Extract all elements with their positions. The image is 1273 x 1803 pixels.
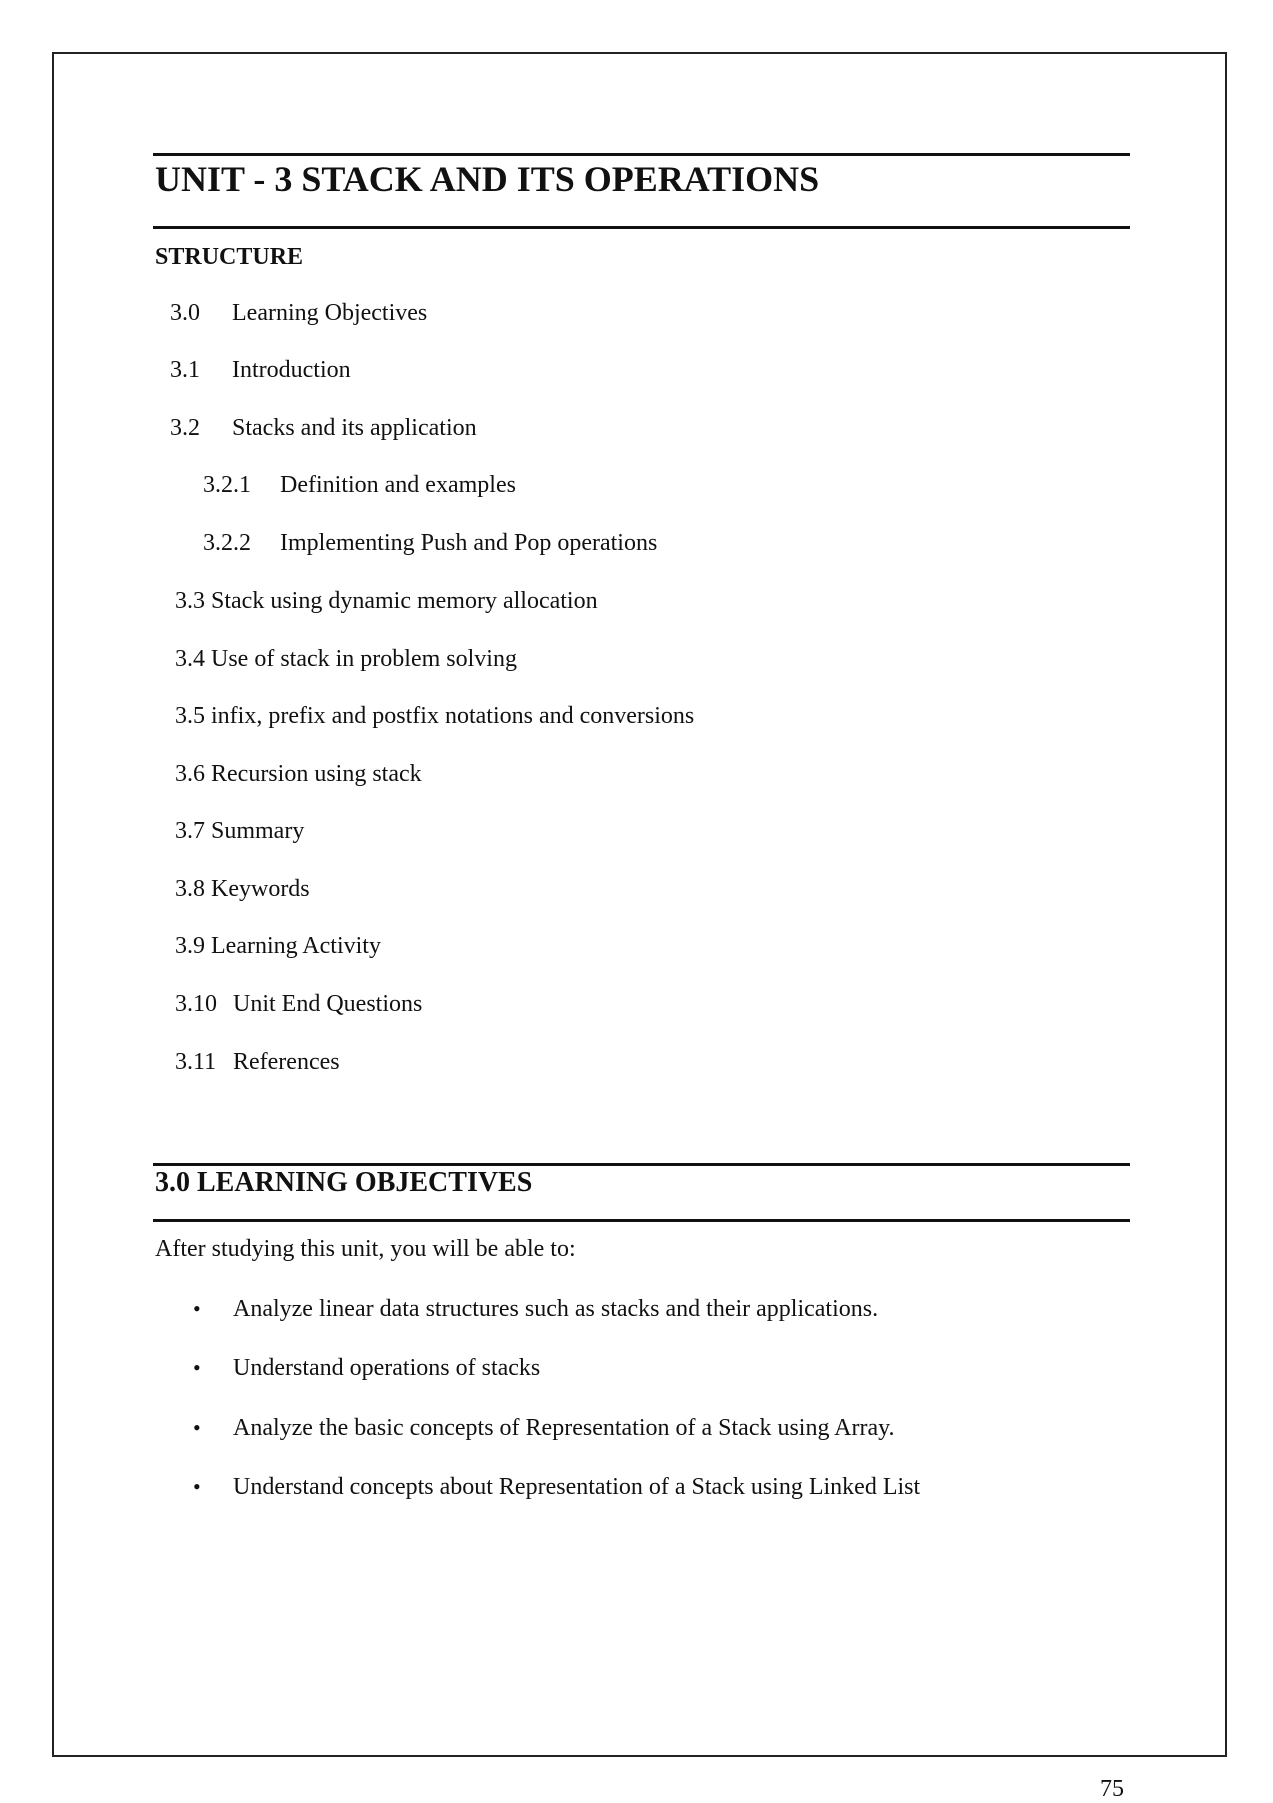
toc-label: Keywords	[211, 876, 310, 902]
toc-item-3-9	[175, 933, 381, 960]
toc-number: 3.2.1	[203, 472, 251, 498]
title-top-rule	[153, 153, 1130, 156]
toc-item-3-11	[175, 1049, 340, 1076]
toc-number: 3.9	[175, 933, 205, 959]
list-item	[193, 1296, 878, 1323]
toc-number: 3.2.2	[203, 530, 251, 556]
toc-number: 3.2	[170, 415, 200, 441]
objectives-intro: After studying this unit, you will be able to:	[155, 1236, 576, 1262]
toc-number: 3.6	[175, 761, 205, 787]
bullet-icon: •	[193, 1355, 201, 1380]
toc-item-3-2-1	[203, 472, 516, 499]
toc-number: 3.10	[175, 991, 217, 1017]
toc-label: Unit End Questions	[233, 991, 423, 1017]
toc-number: 3.11	[175, 1049, 217, 1075]
toc-item-3-0	[170, 300, 427, 327]
toc-label: Use of stack in problem solving	[211, 646, 517, 672]
toc-item-3-10	[175, 991, 422, 1018]
toc-label: Stack using dynamic memory allocation	[211, 588, 598, 614]
toc-item-3-8	[175, 876, 310, 903]
toc-number: 3.8	[175, 876, 205, 902]
page-number: 75	[1100, 1776, 1124, 1802]
toc-item-3-2-2	[203, 530, 657, 557]
toc-number: 3.7	[175, 818, 205, 844]
list-item	[193, 1415, 895, 1442]
toc-number: 3.0	[170, 300, 200, 326]
toc-label: Recursion using stack	[211, 761, 422, 787]
toc-label: Summary	[211, 818, 305, 844]
toc-item-3-7	[175, 818, 304, 845]
objectives-top-rule	[153, 1163, 1130, 1166]
toc-item-3-1	[170, 357, 351, 384]
learning-objectives-heading: 3.0 LEARNING OBJECTIVES	[155, 1167, 533, 1198]
toc-number: 3.1	[170, 357, 200, 383]
bullet-icon: •	[193, 1296, 201, 1321]
toc-label: Learning Activity	[211, 933, 381, 959]
objectives-bottom-rule	[153, 1219, 1130, 1222]
title-bottom-rule	[153, 226, 1130, 229]
toc-label: Implementing Push and Pop operations	[280, 530, 658, 556]
toc-item-3-6	[175, 761, 422, 788]
objective-text: Understand concepts about Representation of a Stack using Linked List	[233, 1474, 921, 1500]
unit-title: UNIT - 3 STACK AND ITS OPERATIONS	[155, 159, 820, 199]
bullet-icon: •	[193, 1474, 201, 1499]
toc-item-3-2	[170, 415, 477, 442]
toc-number: 3.4	[175, 646, 205, 672]
objective-text: Analyze the basic concepts of Representation of a Stack using Array.	[233, 1415, 895, 1441]
toc-item-3-4	[175, 646, 517, 673]
toc-label: Definition and examples	[280, 472, 516, 498]
list-item	[193, 1474, 920, 1501]
toc-label: Introduction	[232, 357, 351, 383]
structure-heading: STRUCTURE	[155, 244, 304, 270]
toc-item-3-5	[175, 703, 694, 730]
objective-text: Analyze linear data structures such as stacks and their applications.	[233, 1296, 879, 1322]
toc-item-3-3	[175, 588, 598, 615]
toc-label: References	[233, 1049, 340, 1075]
toc-number: 3.5	[175, 703, 205, 729]
bullet-icon: •	[193, 1415, 201, 1440]
toc-label: infix, prefix and postfix notations and conversions	[211, 703, 695, 729]
toc-label: Stacks and its application	[232, 415, 477, 441]
list-item	[193, 1355, 540, 1382]
toc-label: Learning Objectives	[232, 300, 428, 326]
objective-text: Understand operations of stacks	[233, 1355, 541, 1381]
toc-number: 3.3	[175, 588, 205, 614]
